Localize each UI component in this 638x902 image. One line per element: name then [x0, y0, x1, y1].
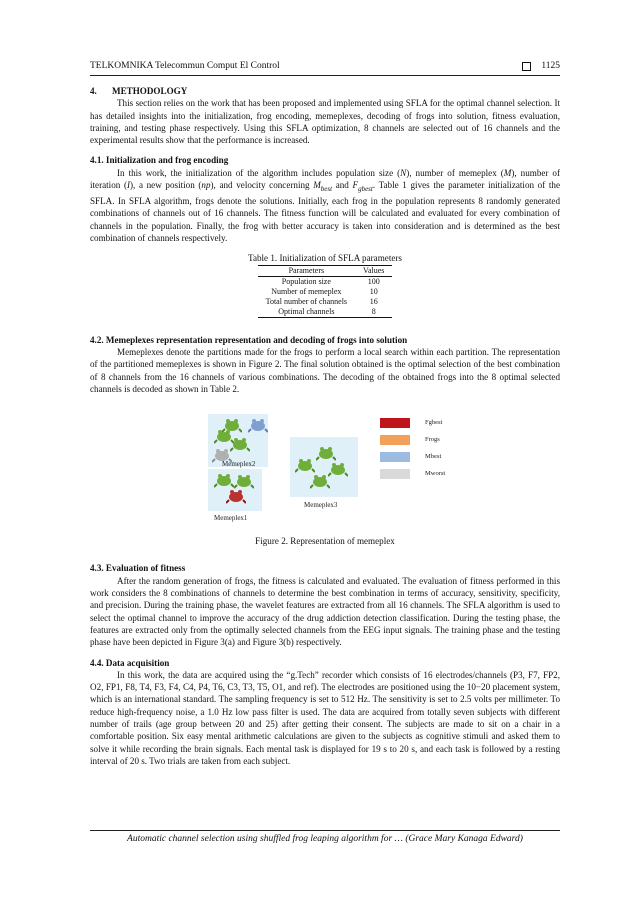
- frog-red-icon: [226, 488, 246, 504]
- checkbox-square-icon: [522, 62, 531, 71]
- table-1: [258, 265, 393, 318]
- memeplex1-label: Memeplex1: [214, 514, 248, 523]
- memeplex2-label: Memeplex2: [222, 460, 256, 469]
- figure-2-memeplex: [90, 411, 560, 531]
- legend-item-mworst: Mworst: [380, 468, 445, 480]
- legend-swatch: [380, 435, 410, 445]
- running-footer: Automatic channel selection using shuffled frog leaping algorithm for … (Grace Mary Kanaga Edward): [127, 834, 523, 844]
- frog-green-icon: [328, 461, 348, 477]
- legend-item-mbest: Mbest: [380, 451, 441, 463]
- table-header-values: Values: [355, 265, 392, 276]
- section-heading-4-3: 4.3. Evaluation of fitness: [90, 563, 186, 574]
- section-heading-4: 4. METHODOLOGY: [90, 86, 188, 96]
- frog-green-icon: [316, 445, 336, 461]
- paragraph-initialization: In this work, the initialization of the algorithm includes population size (N), number of memeplex (M), number of iteration (I), a new position (np), and velocity concerning $M_{best}$ and $F_{gbest}$. Table 1 gives the parameter initialization of the SFLA. In SFLA algorithm, frogs denote the solutions. Initially, each frog in the population represents 8 randomly generated combinations of channels out of 16 channels. The fitness function will be calculated and evaluated for every combination of channels in the population. Finally, the frog with better accuracy is taken into consideration and is determined as the best combination of channels respectively.: [90, 167, 561, 244]
- journal-name: TELKOMNIKA Telecommun Comput El Control: [90, 61, 280, 71]
- table-header-parameters: Parameters: [258, 265, 355, 276]
- table-1-caption: Table 1. Initialization of SFLA parameters: [248, 253, 402, 264]
- paragraph-data-acquisition: In this work, the data are acquired using the “g.Tech” recorder which consists of 16 electrodes/channels (P3, F7, FP2, O2, FP1, F8, T4, F3, F4, C4, P4, T6, C3, T3, T5, O1, and ref). The electrodes are positioned using the 10−20 placement system, which is an international standard. The sampling frequency is set to 512 Hz. The sensitivity is set to 2.5 volts per millimeter. To reduce high-frequency noise, a 1.0 Hz low pass filter is used. The data are acquired from totally seven subjects with different number of trails (age group between 20 and 25) after getting their consent. The subjects are made to sit on a chair in a comfortable position. Six easy mental arithmetic calculations are given to the subjects as cognitive stimuli and asked them to solve it while recording the brain signals. Each mental task is displayed for 19 s to 20 s, and each task is followed by a resting interval of 20 s. Two trials are taken from each subject.: [90, 669, 560, 766]
- table-row: Population size 100: [281, 276, 380, 286]
- frog-blue-icon: [248, 417, 268, 433]
- paragraph-fitness: After the random generation of frogs, the fitness is calculated and evaluated. The evaluation of fitness performed in this work considers the 8 combinations of channels to determine the best combination in terms of accuracy, sensitivity, specificity, and precision. During the training phase, the wavelet features are extracted from all 16 channels. The SFLA algorithm is used to select the optimal channel to improve the accuracy of the drug addiction detection classification. During the testing phase, the features are extracted only from the optimally selected channels from the EEG input signals. The training phase and the testing phase have been depicted in Figure 3(a) and Figure 3(b) respectively.: [90, 575, 560, 648]
- paragraph-memeplexes: Memeplexes denote the partitions made for the frogs to perform a local search within each partition. The representation of the partitioned memeplexes is shown in Figure 2. The final solution obtained is the optimal selection of the best combination of 8 channels from the 16 channels of various combinations. The decoding of the obtained frogs into the 8 optimal selected channels is decoded as shown in Table 2.: [90, 346, 560, 394]
- running-header: [90, 61, 560, 71]
- section-heading-4-2: 4.2. Memeplexes representation representation and decoding of frogs into solution: [90, 334, 408, 345]
- table-row: Number of memeplex 10: [271, 286, 378, 296]
- frog-green-icon: [230, 436, 250, 452]
- footer-rule: [90, 830, 560, 831]
- frog-green-icon: [310, 473, 330, 489]
- legend-swatch: [380, 452, 410, 462]
- section-heading-4-4: 4.4. Data acquisition: [90, 657, 170, 668]
- header-rule: [90, 75, 560, 76]
- legend-swatch: [380, 469, 410, 479]
- paragraph-methodology: This section relies on the work that has been proposed and implemented using SFLA for the optimal channel selection. It has detailed insights into the initialization, frog encoding, memeplexes, decoding of frogs into solution, fitness evaluation, training, and testing phase respectively. Using this SFLA optimization, 8 channels are selected out of 16 channels and the experimental results show that the performance is increased.: [90, 98, 560, 146]
- page-body: [90, 85, 560, 767]
- figure-2-caption: Figure 2. Representation of memeplex: [255, 536, 395, 547]
- memeplex3-label: Memeplex3: [304, 501, 338, 510]
- legend-swatch: [380, 418, 410, 428]
- frog-green-icon: [234, 473, 254, 489]
- legend-item-frogs: Frogs: [380, 434, 440, 446]
- table-row: Total number of channels 16: [265, 296, 378, 306]
- table-row: Optimal channels 8: [258, 307, 393, 318]
- frog-green-icon: [214, 472, 234, 488]
- page-number: 1125: [541, 61, 560, 71]
- frog-green-icon: [295, 457, 315, 473]
- section-heading-4-1: 4.1. Initialization and frog encoding: [90, 155, 229, 166]
- legend-item-fgbest: Fgbest: [380, 417, 442, 429]
